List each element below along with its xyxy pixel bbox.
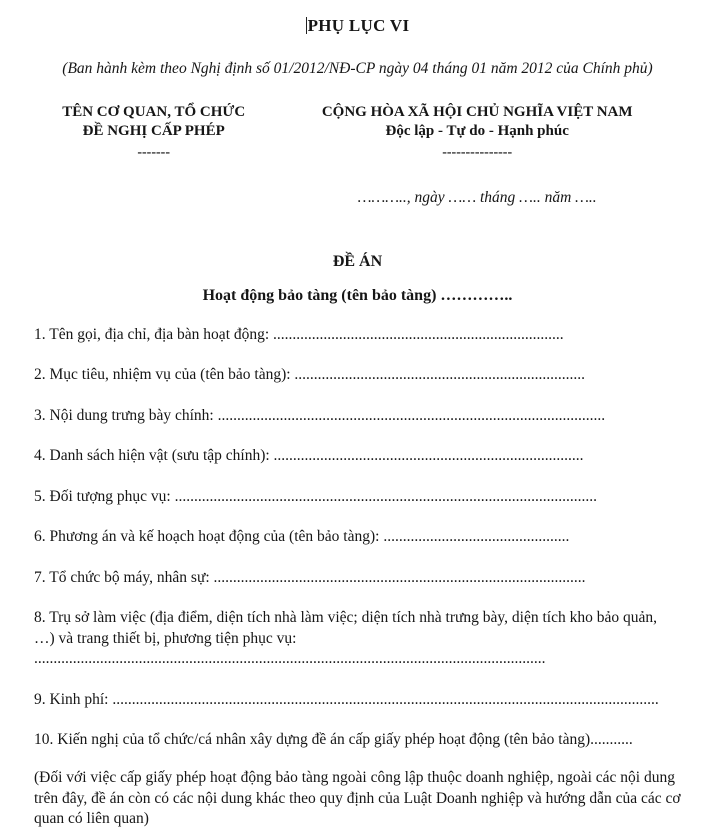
text-cursor-caret: [306, 17, 307, 34]
agency-name-line2: ĐỀ NGHỊ CẤP PHÉP: [82, 123, 225, 140]
motto-separator: ---------------: [442, 145, 513, 161]
form-item-2: 2. Mục tiêu, nhiệm vụ của (tên bảo tàng): ...........................................................................: [34, 366, 586, 384]
closing-note: (Đối với việc cấp giấy phép hoạt động bảo tàng ngoài công lập thuộc doanh nghiệp, ngoài các nội dung trên đây, đề án còn có các nội dung khác theo quy định của Luật Doanh nghiệp và hướng dẫn của các cơ quan có liên quan): [34, 769, 681, 828]
form-item-7: 7. Tổ chức bộ máy, nhân sự: ................................................................................................: [34, 568, 586, 586]
form-item-1: 1. Tên gọi, địa chỉ, địa bàn hoạt động: ...........................................................................: [34, 325, 564, 343]
agency-block: [34, 103, 273, 207]
form-item-8-text: 8. Trụ sở làm việc (địa điểm, diện tích nhà làm việc; diện tích nhà trưng bày, diện tích kho bảo quản, …) và trang thiết bị, phương tiện phục vụ:: [34, 609, 657, 647]
national-title: CỘNG HÒA XÃ HỘI CHỦ NGHĨA VIỆT NAM: [321, 104, 633, 120]
decree-reference: (Ban hành kèm theo Nghị định số 01/2012/NĐ-CP ngày 04 tháng 01 năm 2012 của Chính phủ): [62, 60, 653, 77]
project-subtitle: Hoạt động bảo tàng (tên bảo tàng) …………..: [202, 286, 513, 304]
date-place-line: ……….., ngày …… tháng ….. năm …..: [357, 188, 597, 206]
form-item-9: 9. Kinh phí: .............................................................................................................................................: [34, 690, 659, 708]
form-item-8: [34, 608, 681, 669]
form-item-4: 4. Danh sách hiện vật (sưu tập chính): ................................................................................: [34, 447, 584, 465]
national-motto: Độc lập - Tự do - Hạnh phúc: [385, 123, 569, 140]
national-motto-block: [273, 103, 681, 207]
agency-separator: -------: [137, 145, 170, 161]
form-item-6: 6. Phương án và kế hoạch hoạt động của (tên bảo tàng): ................................................: [34, 528, 570, 546]
form-item-5: 5. Đối tượng phục vụ: .............................................................................................................: [34, 487, 597, 505]
page-title: [34, 16, 681, 36]
form-item-3: 3. Nội dung trưng bày chính: ....................................................................................................: [34, 406, 606, 424]
form-item-10: 10. Kiến nghị của tổ chức/cá nhân xây dựng đề án cấp giấy phép hoạt động (tên bảo tàng)...........: [34, 730, 633, 748]
page-title-text: PHỤ LỤC VI: [307, 16, 410, 35]
agency-name-line1: TÊN CƠ QUAN, TỔ CHỨC: [62, 104, 246, 120]
form-item-8-dotted-line: ....................................................................................................................................: [34, 650, 546, 668]
project-title: ĐỀ ÁN: [332, 252, 383, 270]
document-header: [34, 103, 681, 207]
